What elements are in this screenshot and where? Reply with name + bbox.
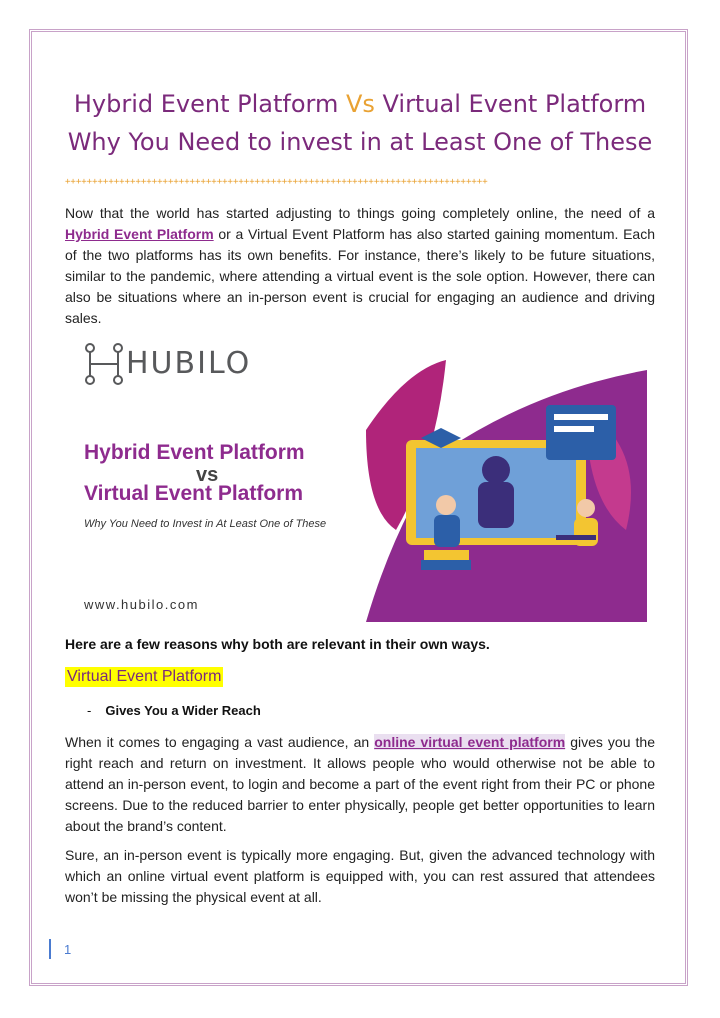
title-vs: Vs <box>345 90 375 118</box>
para2-text-1: When it comes to engaging a vast audience, an <box>65 734 375 750</box>
page-number: 1 <box>64 942 72 957</box>
paragraph-in-person: Sure, an in-person event is typically more engaging. But, given the advanced technology with which an online virtual event platform is equipped with, you can rest assured that attendees won’t be missing the physical event at all. <box>65 847 655 905</box>
title-part-2: Virtual Event Platform <box>374 90 647 118</box>
hero-image <box>66 330 647 622</box>
hero-url: www.hubilo.com <box>84 597 199 612</box>
title-line-1 <box>0 90 720 118</box>
hubilo-logo-icon <box>84 342 124 386</box>
reasons-heading: Here are a few reasons why both are relevant in their own ways. <box>65 636 490 652</box>
hybrid-event-platform-link[interactable]: Hybrid Event Platform <box>65 226 214 242</box>
bullet-dash: - <box>87 703 92 718</box>
para2-text-2: gives you the right reach and return on investment. It allows people who would otherwise not be able to attend an in-person event, to login and become a part of the event right from their PC or phone screens. Due to the reduced barrier to enter physically, people get better opportunities to learn about the brand’s content. <box>65 734 655 834</box>
hero-title-2: Virtual Event Platform <box>84 482 304 505</box>
intro-text-2: or a Virtual Event Platform has also started gaining momentum. Each of the two platforms has its own benefits. For instance, there’s likely to be future situations, similar to the pandemic, where attending a virtual event is the sole option. However, there can also be situations where an in-person event is crucial for engaging an audience and driving sales. <box>65 226 655 326</box>
page-number-bar <box>49 939 51 959</box>
bullet-label: Gives You a Wider Reach <box>105 703 261 718</box>
hero-title-vs: vs <box>196 464 219 486</box>
title-part-1: Hybrid Event Platform <box>73 90 346 118</box>
intro-paragraph <box>65 203 655 329</box>
hero-title-1: Hybrid Event Platform <box>84 441 305 464</box>
online-virtual-event-platform-link[interactable]: online virtual event platform <box>374 734 566 750</box>
paragraph-wider-reach <box>65 732 655 837</box>
section-heading: Virtual Event Platform <box>67 668 222 685</box>
hero-subtitle: Why You Need to Invest in At Least One of These <box>84 518 327 530</box>
divider: ++++++++++++++++++++++++++++++++++++++++++++++++++++++++++++++++++++++++++++++ <box>65 177 488 187</box>
bullet-item <box>87 703 261 718</box>
title-line-2: Why You Need to invest in at Least One of These <box>67 128 653 156</box>
intro-text-1: Now that the world has started adjusting to things going completely online, the need of a <box>65 205 655 221</box>
hubilo-logo-text: HUBILO <box>126 346 252 381</box>
